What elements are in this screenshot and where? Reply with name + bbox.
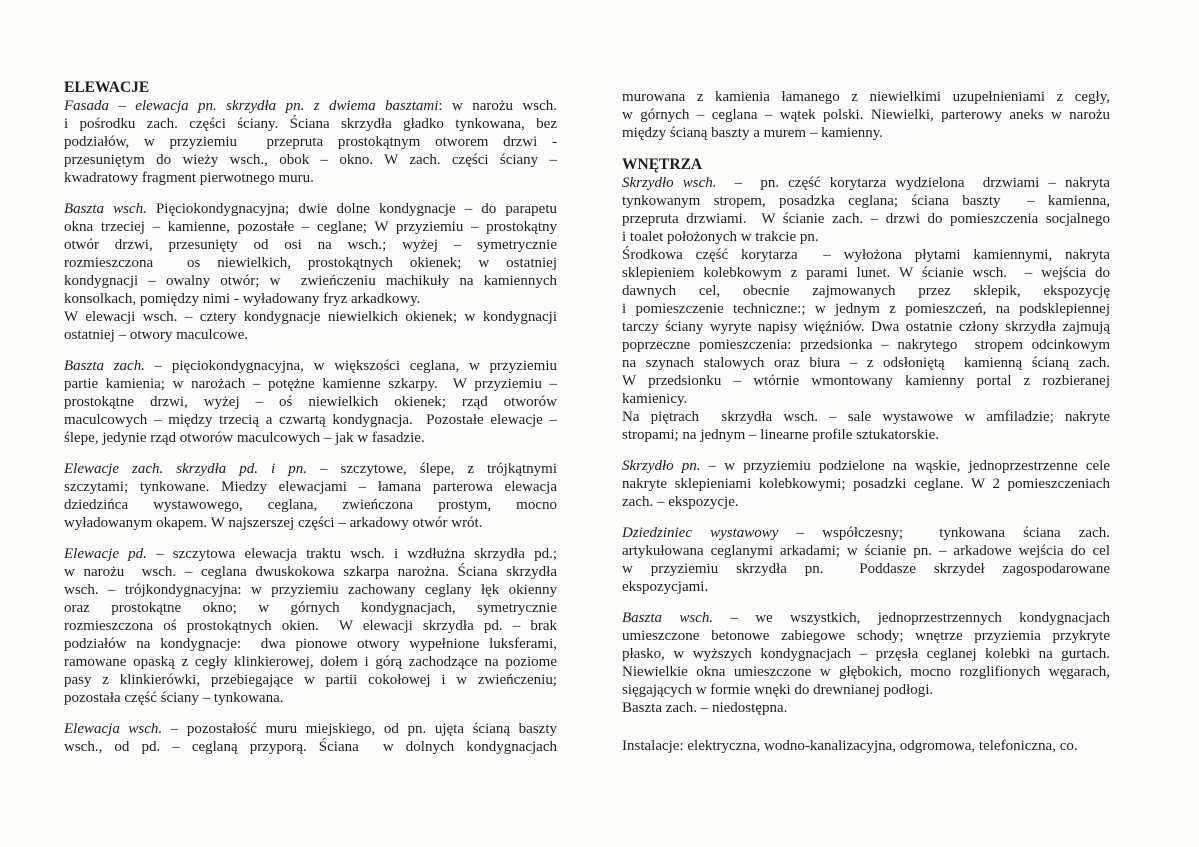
line-text: umieszczone betonowe zabiegowe schody; wnętrze przyziemia przykryte [622, 628, 1110, 644]
text-line [64, 151, 557, 169]
italic-lead: Skrzydło pn. [622, 458, 701, 474]
line-text: przesuniętym do wieży wsch., obok – okno. W zach. części ściany – [64, 152, 557, 168]
paragraph [64, 460, 557, 532]
line-text: w górnych – ceglana – wątek polski. Niewielki, parterowy aneks w narożu [622, 107, 1110, 123]
line-text: ślepe, jedynie rząd otworów maculcowych – jak w fasadzie. [64, 430, 425, 446]
text-line [64, 478, 557, 496]
line-text: podziałów na kondygnacje: dwa pionowe otwory wypełnione luksferami, [64, 636, 557, 652]
text-line [64, 545, 557, 563]
line-text: tarczy ściany wyryte napisy więźniów. Dwa ostatnie człony skrzydła zajmują [622, 319, 1110, 335]
text-line [64, 671, 557, 689]
line-text: rozmieszczona oś prostokątnych okien. W elewacji skrzydła pd. – brak [64, 618, 557, 634]
paragraph [622, 609, 1110, 717]
line-text: ostatniej – otwory maculcowe. [64, 327, 249, 343]
line-text: ramowane opaską z cegły klinkierowej, dołem i górą zachodzące na poziome [64, 654, 557, 670]
line-text: wsch., od pd. – ceglaną przyporą. Ściana w dolnych kondygnacjach [64, 739, 557, 755]
line-text: sklepieniem kolebkowym z parami lunet. W ścianie wsch. – wejścia do [622, 265, 1110, 281]
paragraph [64, 545, 557, 707]
paragraph [622, 457, 1110, 511]
text-line [64, 635, 557, 653]
text-line [64, 236, 557, 254]
text-line [622, 524, 1110, 542]
italic-lead: Baszta zach. [64, 358, 145, 374]
paragraph [64, 200, 557, 344]
text-line [64, 375, 557, 393]
left-column [64, 78, 557, 769]
line-text: maculcowych – między trzecią a czwartą kondygnacja. Pozostałe elewacje – [64, 412, 557, 428]
line-text: poprzeczne pomieszczenia: przedsionka – nakrytego stropem odcinkowym [622, 337, 1110, 353]
text-line [622, 300, 1110, 318]
text-line [64, 393, 557, 411]
line-text: partie kamienia; w narożach – potężne kamienne szkarpy. W przyziemiu – [64, 376, 557, 392]
line-text: nakryte sklepieniami kolebkowymi; posadzki ceglane. W 2 pomieszczeniach [622, 476, 1110, 492]
right-column [622, 88, 1110, 768]
text-line [64, 617, 557, 635]
italic-lead: Fasada – elewacja pn. skrzydła pn. z dwiema basztami [64, 98, 439, 114]
text-line [622, 475, 1110, 493]
line-text: dawnych cel, obecnie zajmowanych przez sklepik, ekspozycję [622, 283, 1110, 299]
text-line [622, 663, 1110, 681]
text-line [64, 290, 557, 308]
line-text: pasy z klinkierówki, przebiegające w partii cokołowej i w zwieńczeniu; [64, 672, 557, 688]
line-text: przepruta drzwiami. W ścianie zach. – drzwi do pomieszczenia socjalnego [622, 211, 1110, 227]
italic-lead: Baszta wsch. [622, 610, 714, 626]
italic-lead: Dziedziniec wystawowy [622, 525, 779, 541]
text-line [622, 390, 1110, 408]
text-line [622, 124, 1110, 142]
text-line [64, 308, 557, 326]
text-line [64, 563, 557, 581]
line-text: – szczytowe, ślepe, z trójkątnymi [306, 461, 558, 477]
line-text: – współczesny; tynkowana ściana zach. [778, 525, 1110, 541]
text-line [64, 514, 557, 532]
line-text: płasko, w wyższych kondygnacjach – przęsła ceglanej kolebki na gurtach. [622, 646, 1110, 662]
paragraph [622, 524, 1110, 596]
text-line [64, 326, 557, 344]
text-line [64, 429, 557, 447]
text-line [64, 738, 557, 756]
line-text: pozostała część ściany – tynkowana. [64, 690, 284, 706]
line-text: Pięciokondygnacyjna; dwie dolne kondygnacje – do parapetu [146, 201, 557, 217]
paragraph [64, 357, 557, 447]
section-heading: ELEWACJE [64, 79, 150, 96]
line-text: prostokątne drzwi, wyżej – oś niewielkich okienek; rząd otworów [64, 394, 557, 410]
text-line [64, 689, 557, 707]
line-text: otwór drzwi, przesunięty od osi na wsch.; wyżej – symetrycznie [64, 237, 557, 253]
line-text: murowana z kamienia łamanego z niewielkimi uzupełnieniami z cegły, [622, 89, 1110, 105]
line-text: Instalacje: elektryczna, wodno-kanalizacyjna, odgromowa, telefoniczna, co. [622, 738, 1078, 754]
text-line [64, 169, 557, 187]
text-line [622, 372, 1110, 390]
text-line [622, 228, 1110, 246]
line-text: wyładowanym okapem. W najszerszej części – arkadowy otwór wrót. [64, 515, 483, 531]
text-line [64, 460, 557, 478]
paragraph [622, 737, 1110, 755]
text-line [622, 88, 1110, 106]
line-text: Środkowa część korytarza – wyłożona płytami kamiennymi, nakryta [622, 247, 1110, 263]
line-text: sięgających w formie wnęki do drewnianej podłogi. [622, 682, 934, 698]
line-text: dziedzińca wystawowego, ceglana, zwieńczona prostym, mocno [64, 497, 557, 513]
line-text: – we wszystkich, jednoprzestrzennych kondygnacjach [713, 610, 1110, 626]
paragraph [64, 78, 557, 187]
italic-lead: Skrzydło wsch. [622, 175, 717, 191]
line-text: rozmieszczona os niewielkich, prostokątnych okienek; w ostatniej [64, 255, 557, 271]
paragraph [622, 155, 1110, 444]
line-text: artykułowana ceglanymi arkadami; w ścianie pn. – arkadowe wejścia do cel [622, 543, 1110, 559]
text-line [64, 218, 557, 236]
text-line [622, 542, 1110, 560]
line-text: : w narożu wsch. [438, 98, 557, 114]
text-line [622, 264, 1110, 282]
text-line [64, 357, 557, 375]
text-line [622, 192, 1110, 210]
text-line [64, 599, 557, 617]
text-line [622, 282, 1110, 300]
line-text: – szczytowa elewacja traktu wsch. i wzdłużna skrzydła pd.; [146, 546, 557, 562]
text-line [64, 254, 557, 272]
line-text: w przyziemiu skrzydła pn. Poddasze skrzydeł zagospodarowane [622, 561, 1110, 577]
line-text: tynkowanym stropem, posadzka ceglana; ściana baszty – kamienna, [622, 193, 1110, 209]
text-line [622, 627, 1110, 645]
text-line [64, 200, 557, 218]
line-text: stropami; na jednym – linearne profile sztukatorskie. [622, 427, 939, 443]
section-heading: WNĘTRZA [622, 156, 703, 173]
line-text: i pośrodku zach. części ściany. Ściana skrzydła gładko tynkowana, bez [64, 116, 557, 132]
text-line [622, 578, 1110, 596]
text-line [64, 115, 557, 133]
text-line [622, 560, 1110, 578]
line-text: – pn. część korytarza wydzielona drzwiami – nakryta [716, 175, 1110, 191]
text-line [64, 133, 557, 151]
line-text: ekspozycjami. [622, 579, 709, 595]
text-line [622, 457, 1110, 475]
italic-lead: Baszta wsch. [64, 201, 147, 217]
line-text: i pomieszczenie techniczne:; w jednym z pomieszczeń, na podsklepiennej [622, 301, 1110, 317]
text-line [622, 408, 1110, 426]
text-line [622, 336, 1110, 354]
text-line [622, 645, 1110, 663]
line-text: wsch. – trójkondygnacyjna: w przyziemiu zachowany ceglany łęk okienny [64, 582, 557, 598]
line-text: kondygnacji – owalny otwór; w zwieńczeniu machikuły na kamiennych [64, 273, 557, 289]
text-line [64, 653, 557, 671]
text-line [622, 174, 1110, 192]
line-text: okna trzeciej – kamienne, pozostałe – ceglane; W przyziemiu – prostokątny [64, 219, 557, 235]
text-line [622, 106, 1110, 124]
text-line [622, 681, 1110, 699]
text-line [622, 354, 1110, 372]
line-text: na szynach stalowych oraz biura – z odsłoniętą kamienną ścianą zach. [622, 355, 1110, 371]
line-text: szczytami; tynkowane. Miedzy elewacjami – łamana parterowa elewacja [64, 479, 557, 495]
paragraph [64, 720, 557, 756]
line-text: w narożu wsch. – ceglana dwuskokowa szkarpa narożna. Ściana skrzydła [64, 564, 557, 580]
line-text: W elewacji wsch. – cztery kondygnacje niewielkich okienek; w kondygnacji [64, 309, 557, 325]
text-line [622, 737, 1110, 755]
line-text: Niewielkie okna umieszczone w głębokich, mocno rozglifionych węgarach, [622, 664, 1110, 680]
text-line [64, 496, 557, 514]
line-text: kamienicy. [622, 391, 688, 407]
text-line [622, 609, 1110, 627]
italic-lead: Elewacje pd. [64, 546, 147, 562]
line-text: – w przyziemiu podzielone na wąskie, jednoprzestrzenne cele [700, 458, 1110, 474]
text-line [622, 318, 1110, 336]
line-text: konsolkach, pomiędzy nimi - wyładowany fryz arkadkowy. [64, 291, 421, 307]
text-line [64, 720, 557, 738]
line-text: kwadratowy fragment pierwotnego muru. [64, 170, 314, 186]
text-line [622, 426, 1110, 444]
text-line [64, 411, 557, 429]
text-line [622, 493, 1110, 511]
text-line [64, 97, 557, 115]
line-text: podziałów, w przyziemiu przepruta prostokątnym otworem drzwi - [64, 134, 557, 150]
paragraph [622, 88, 1110, 142]
line-text: – pozostałość muru miejskiego, od pn. ujęta ścianą baszty [162, 721, 557, 737]
line-text: – pięciokondygnacyjna, w większości ceglana, w przyziemiu [144, 358, 557, 374]
text-line [622, 246, 1110, 264]
line-text: oraz prostokątne okno; w górnych kondygnacjach, symetrycznie [64, 600, 557, 616]
line-text: zach. – ekspozycje. [622, 494, 739, 510]
line-text: Na piętrach skrzydła wsch. – sale wystawowe w amfiladzie; nakryte [622, 409, 1110, 425]
line-text: między ścianą baszty a murem – kamienny. [622, 125, 884, 141]
line-text: W przedsionku – wtórnie wmontowany kamienny portal z rozbieranej [622, 373, 1110, 389]
italic-lead: Elewacje zach. skrzydła pd. i pn. [64, 461, 307, 477]
line-text: Baszta zach. – niedostępna. [622, 700, 788, 716]
line-text: i toalet położonych w trakcie pn. [622, 229, 819, 245]
text-line [64, 581, 557, 599]
text-line [622, 699, 1110, 717]
text-line [64, 272, 557, 290]
italic-lead: Elewacja wsch. [64, 721, 163, 737]
text-line [622, 210, 1110, 228]
